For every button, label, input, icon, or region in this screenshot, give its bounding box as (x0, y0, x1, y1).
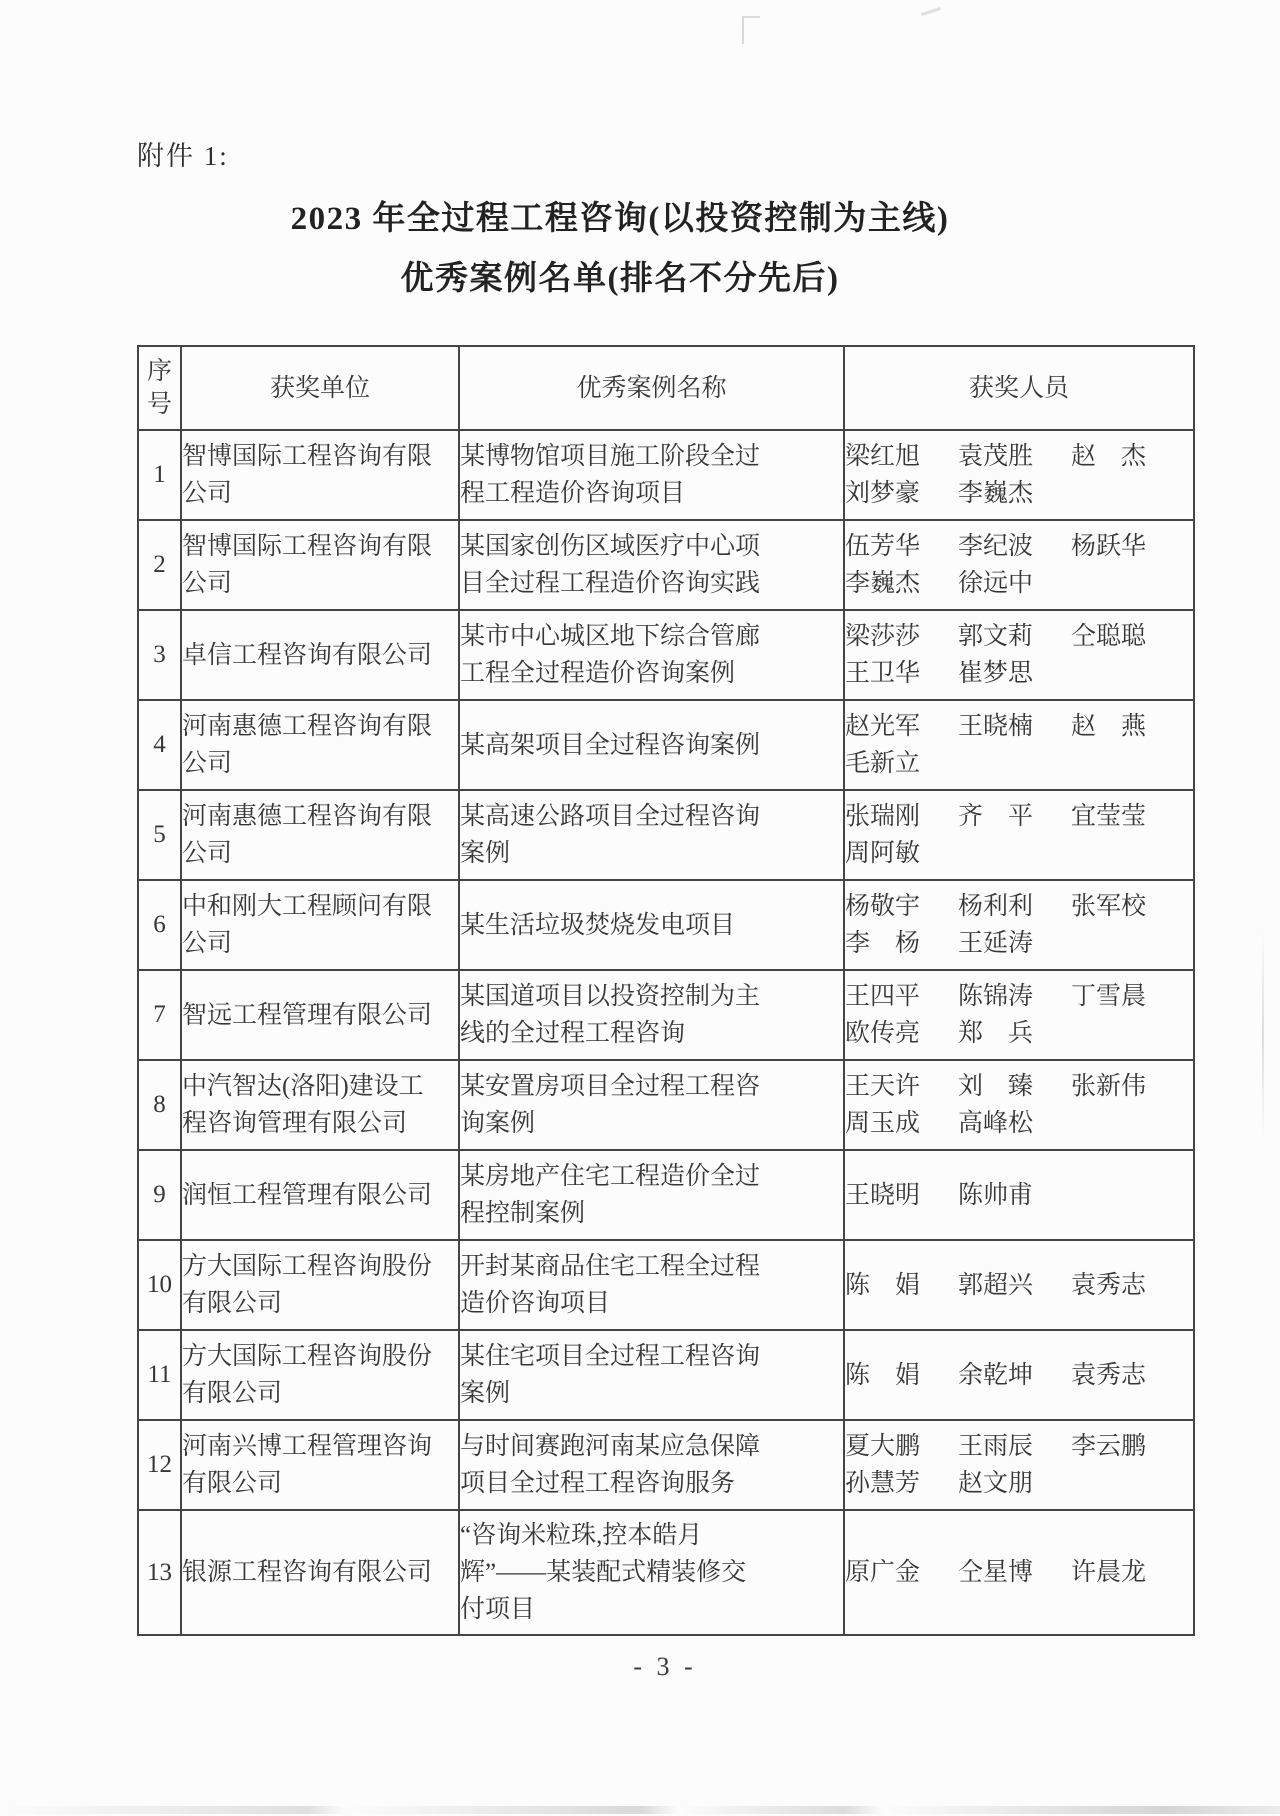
people-line (845, 798, 1193, 835)
table-row (138, 790, 1194, 880)
person-name: 李巍杰 (958, 480, 1034, 507)
people-line (845, 565, 1193, 602)
row-number-cell: 3 (138, 610, 181, 700)
people-line (845, 618, 1193, 655)
person-name: 杨利利 (958, 893, 1034, 920)
person-name: 许晨龙 (1071, 1559, 1147, 1586)
awards-table (137, 345, 1195, 1636)
scan-artifact-bottom-smudge (0, 1806, 1280, 1814)
person-name: 赵光军 (845, 713, 921, 740)
awards-table-body (138, 430, 1194, 1635)
people-cell (844, 1330, 1194, 1420)
case-name-cell (459, 430, 844, 520)
unit-cell (181, 430, 459, 520)
unit-line: 河南惠德工程咨询有限 (182, 713, 433, 740)
person-name: 赵 燕 (1071, 713, 1147, 740)
person-name: 袁秀志 (1071, 1361, 1147, 1389)
people-line (845, 1428, 1193, 1465)
person-name: 王四平 (845, 983, 921, 1010)
case-line: 目全过程工程造价咨询实践 (460, 570, 761, 597)
row-number-cell: 12 (138, 1420, 181, 1510)
case-line: 某国家创伤区域医疗中心项 (460, 533, 761, 560)
unit-line: 银源工程咨询有限公司 (182, 1559, 433, 1586)
unit-line: 方大国际工程咨询股份 (182, 1253, 433, 1280)
person-name: 梁莎莎 (845, 623, 921, 650)
header-people: 获奖人员 (844, 346, 1194, 430)
unit-cell (181, 880, 459, 970)
case-line: 某住宅项目全过程工程咨询 (460, 1343, 761, 1370)
row-number-cell: 4 (138, 700, 181, 790)
person-name: 张新伟 (1071, 1073, 1147, 1100)
person-name: 刘 臻 (958, 1073, 1034, 1100)
person-name: 王延涛 (958, 930, 1034, 957)
case-line: 某国道项目以投资控制为主 (460, 983, 761, 1010)
unit-cell (181, 790, 459, 880)
person-name: 陈帅甫 (958, 1181, 1034, 1209)
row-number-cell: 9 (138, 1150, 181, 1240)
case-line: “咨询米粒珠,控本皓月 (460, 1522, 703, 1549)
case-line: 造价咨询项目 (460, 1290, 611, 1317)
person-name: 郑 兵 (958, 1020, 1034, 1047)
people-cell (844, 1150, 1194, 1240)
case-line: 与时间赛跑河南某应急保障 (460, 1433, 761, 1460)
person-name: 余乾坤 (958, 1361, 1034, 1389)
case-line: 某博物馆项目施工阶段全过 (460, 443, 761, 470)
person-name: 丁雪晨 (1071, 983, 1147, 1010)
person-name: 仝聪聪 (1071, 623, 1147, 650)
case-line: 某市中心城区地下综合管廊 (460, 623, 761, 650)
people-cell (844, 610, 1194, 700)
unit-line: 公司 (182, 930, 233, 957)
person-name: 王晓楠 (958, 713, 1034, 740)
table-row (138, 700, 1194, 790)
table-row (138, 1330, 1194, 1420)
people-cell (844, 970, 1194, 1060)
person-name: 周玉成 (845, 1110, 921, 1137)
person-name: 刘梦豪 (845, 480, 921, 507)
unit-line: 中和刚大工程顾问有限 (182, 893, 433, 920)
table-row (138, 1240, 1194, 1330)
person-name: 高峰松 (958, 1110, 1034, 1137)
case-name-cell (459, 520, 844, 610)
case-name-cell (459, 1420, 844, 1510)
unit-cell (181, 1420, 459, 1510)
person-name: 仝星博 (958, 1559, 1034, 1586)
case-line: 程控制案例 (460, 1200, 586, 1227)
case-name-cell (459, 880, 844, 970)
case-line: 开封某商品住宅工程全过程 (460, 1253, 761, 1280)
case-name-cell (459, 1150, 844, 1240)
row-number-cell: 13 (138, 1510, 181, 1635)
person-name: 崔梦思 (958, 660, 1034, 687)
person-name: 王晓明 (845, 1181, 921, 1209)
people-cell (844, 790, 1194, 880)
unit-line: 中汽智达(洛阳)建设工 (182, 1073, 424, 1100)
page-number: - 3 - (633, 1652, 697, 1681)
unit-line: 卓信工程咨询有限公司 (182, 641, 433, 669)
row-number-cell: 1 (138, 430, 181, 520)
doc-title-line2: 优秀案例名单(排名不分先后) (400, 261, 840, 297)
case-line: 案例 (460, 1380, 511, 1407)
case-name-cell (459, 1060, 844, 1150)
row-number-cell: 6 (138, 880, 181, 970)
unit-line: 公司 (182, 480, 233, 507)
case-line: 线的全过程工程咨询 (460, 1020, 686, 1047)
person-name: 郭超兴 (958, 1271, 1034, 1299)
people-line (845, 1105, 1193, 1142)
person-name: 王天许 (845, 1073, 921, 1100)
unit-line: 有限公司 (182, 1470, 283, 1497)
person-name: 陈 娟 (845, 1361, 921, 1389)
unit-line: 智博国际工程咨询有限 (182, 443, 433, 470)
header-no: 序号 (138, 346, 181, 430)
person-name: 陈 娟 (845, 1271, 921, 1299)
person-name: 李 杨 (845, 930, 921, 957)
row-number-cell: 8 (138, 1060, 181, 1150)
case-line: 工程全过程造价咨询案例 (460, 660, 736, 687)
people-line (845, 1267, 1193, 1304)
case-line: 某安置房项目全过程工程咨 (460, 1073, 761, 1100)
table-row (138, 430, 1194, 520)
person-name: 伍芳华 (845, 533, 921, 560)
case-name-cell (459, 1330, 844, 1420)
people-line (845, 1068, 1193, 1105)
person-name: 孙慧芳 (845, 1470, 921, 1497)
case-line: 某房地产住宅工程造价全过 (460, 1163, 761, 1190)
people-line (845, 925, 1193, 962)
person-name: 欧传亮 (845, 1020, 921, 1047)
unit-line: 公司 (182, 840, 233, 867)
row-number-cell: 2 (138, 520, 181, 610)
unit-line: 有限公司 (182, 1290, 283, 1317)
person-name: 杨敬宇 (845, 893, 921, 920)
unit-cell (181, 1240, 459, 1330)
people-line (845, 745, 1193, 782)
row-number-cell: 7 (138, 970, 181, 1060)
case-name-cell (459, 1240, 844, 1330)
unit-line: 程咨询管理有限公司 (182, 1110, 408, 1137)
people-line (845, 475, 1193, 512)
case-line: 辉”——某装配式精装修交 (460, 1559, 747, 1586)
person-name: 王雨辰 (958, 1433, 1034, 1460)
unit-cell (181, 520, 459, 610)
unit-cell (181, 970, 459, 1060)
table-row (138, 1060, 1194, 1150)
person-name: 赵 杰 (1071, 443, 1147, 470)
unit-cell (181, 1150, 459, 1240)
people-cell (844, 1420, 1194, 1510)
table-row (138, 1150, 1194, 1240)
person-name: 宜莹莹 (1071, 803, 1147, 830)
scan-artifact-top-dash (921, 7, 941, 16)
table-row (138, 970, 1194, 1060)
case-line: 某高速公路项目全过程咨询 (460, 803, 761, 830)
person-name: 周阿敏 (845, 840, 921, 867)
case-name-cell (459, 610, 844, 700)
doc-title-line1: 2023 年全过程工程咨询(以投资控制为主线) (290, 201, 950, 237)
unit-line: 河南惠德工程咨询有限 (182, 803, 433, 830)
unit-line: 河南兴博工程管理咨询 (182, 1433, 433, 1460)
people-line (845, 1554, 1193, 1591)
case-line: 某生活垃圾焚烧发电项目 (460, 911, 736, 939)
person-name: 张瑞刚 (845, 803, 921, 830)
unit-line: 公司 (182, 750, 233, 777)
person-name: 杨跃华 (1071, 533, 1147, 560)
case-line: 某高架项目全过程咨询案例 (460, 731, 761, 759)
person-name: 袁秀志 (1071, 1271, 1147, 1299)
people-cell (844, 520, 1194, 610)
people-line (845, 1177, 1193, 1214)
person-name: 毛新立 (845, 750, 921, 777)
person-name: 李巍杰 (845, 570, 921, 597)
unit-line: 智远工程管理有限公司 (182, 1001, 433, 1029)
row-number-cell: 10 (138, 1240, 181, 1330)
case-name-cell (459, 970, 844, 1060)
unit-cell (181, 700, 459, 790)
person-name: 王卫华 (845, 660, 921, 687)
person-name: 梁红旭 (845, 443, 921, 470)
table-row (138, 1420, 1194, 1510)
person-name: 张军校 (1071, 893, 1147, 920)
people-line (845, 438, 1193, 475)
unit-cell (181, 1060, 459, 1150)
person-name: 李云鹏 (1071, 1433, 1147, 1460)
row-number-cell: 11 (138, 1330, 181, 1420)
person-name: 郭文莉 (958, 623, 1034, 650)
table-row (138, 1510, 1194, 1635)
unit-line: 公司 (182, 570, 233, 597)
row-number-cell: 5 (138, 790, 181, 880)
table-row (138, 610, 1194, 700)
table-row (138, 880, 1194, 970)
person-name: 夏大鹏 (845, 1433, 921, 1460)
people-line (845, 835, 1193, 872)
case-line: 程工程造价咨询项目 (460, 480, 686, 507)
people-line (845, 1015, 1193, 1052)
case-line: 询案例 (460, 1110, 536, 1137)
person-name: 赵文朋 (958, 1470, 1034, 1497)
unit-line: 润恒工程管理有限公司 (182, 1181, 433, 1209)
unit-line: 智博国际工程咨询有限 (182, 533, 433, 560)
person-name: 袁茂胜 (958, 443, 1034, 470)
people-cell (844, 430, 1194, 520)
header-case-name: 优秀案例名称 (459, 346, 844, 430)
case-name-cell (459, 790, 844, 880)
people-cell (844, 880, 1194, 970)
case-name-cell (459, 1510, 844, 1635)
person-name: 李纪波 (958, 533, 1034, 560)
scan-artifact-right-streak (1262, 930, 1264, 1140)
people-line (845, 1465, 1193, 1502)
case-name-cell (459, 700, 844, 790)
people-cell (844, 1510, 1194, 1635)
person-name: 齐 平 (958, 803, 1034, 830)
people-line (845, 888, 1193, 925)
people-cell (844, 1240, 1194, 1330)
unit-line: 方大国际工程咨询股份 (182, 1343, 433, 1370)
people-line (845, 528, 1193, 565)
people-cell (844, 1060, 1194, 1150)
unit-line: 有限公司 (182, 1380, 283, 1407)
unit-cell (181, 610, 459, 700)
people-cell (844, 700, 1194, 790)
case-line: 付项目 (460, 1596, 536, 1623)
table-header-row (138, 346, 1194, 430)
unit-cell (181, 1330, 459, 1420)
table-row (138, 520, 1194, 610)
header-unit: 获奖单位 (181, 346, 459, 430)
scan-artifact-top-left-mark (742, 16, 760, 44)
people-line (845, 1357, 1193, 1394)
person-name: 徐远中 (958, 570, 1034, 597)
case-line: 项目全过程工程咨询服务 (460, 1470, 736, 1497)
person-name: 原广金 (845, 1559, 921, 1586)
unit-cell (181, 1510, 459, 1635)
people-line (845, 978, 1193, 1015)
person-name: 陈锦涛 (958, 983, 1034, 1010)
people-line (845, 655, 1193, 692)
people-line (845, 708, 1193, 745)
case-line: 案例 (460, 840, 511, 867)
attachment-label: 附件 1: (137, 141, 229, 171)
